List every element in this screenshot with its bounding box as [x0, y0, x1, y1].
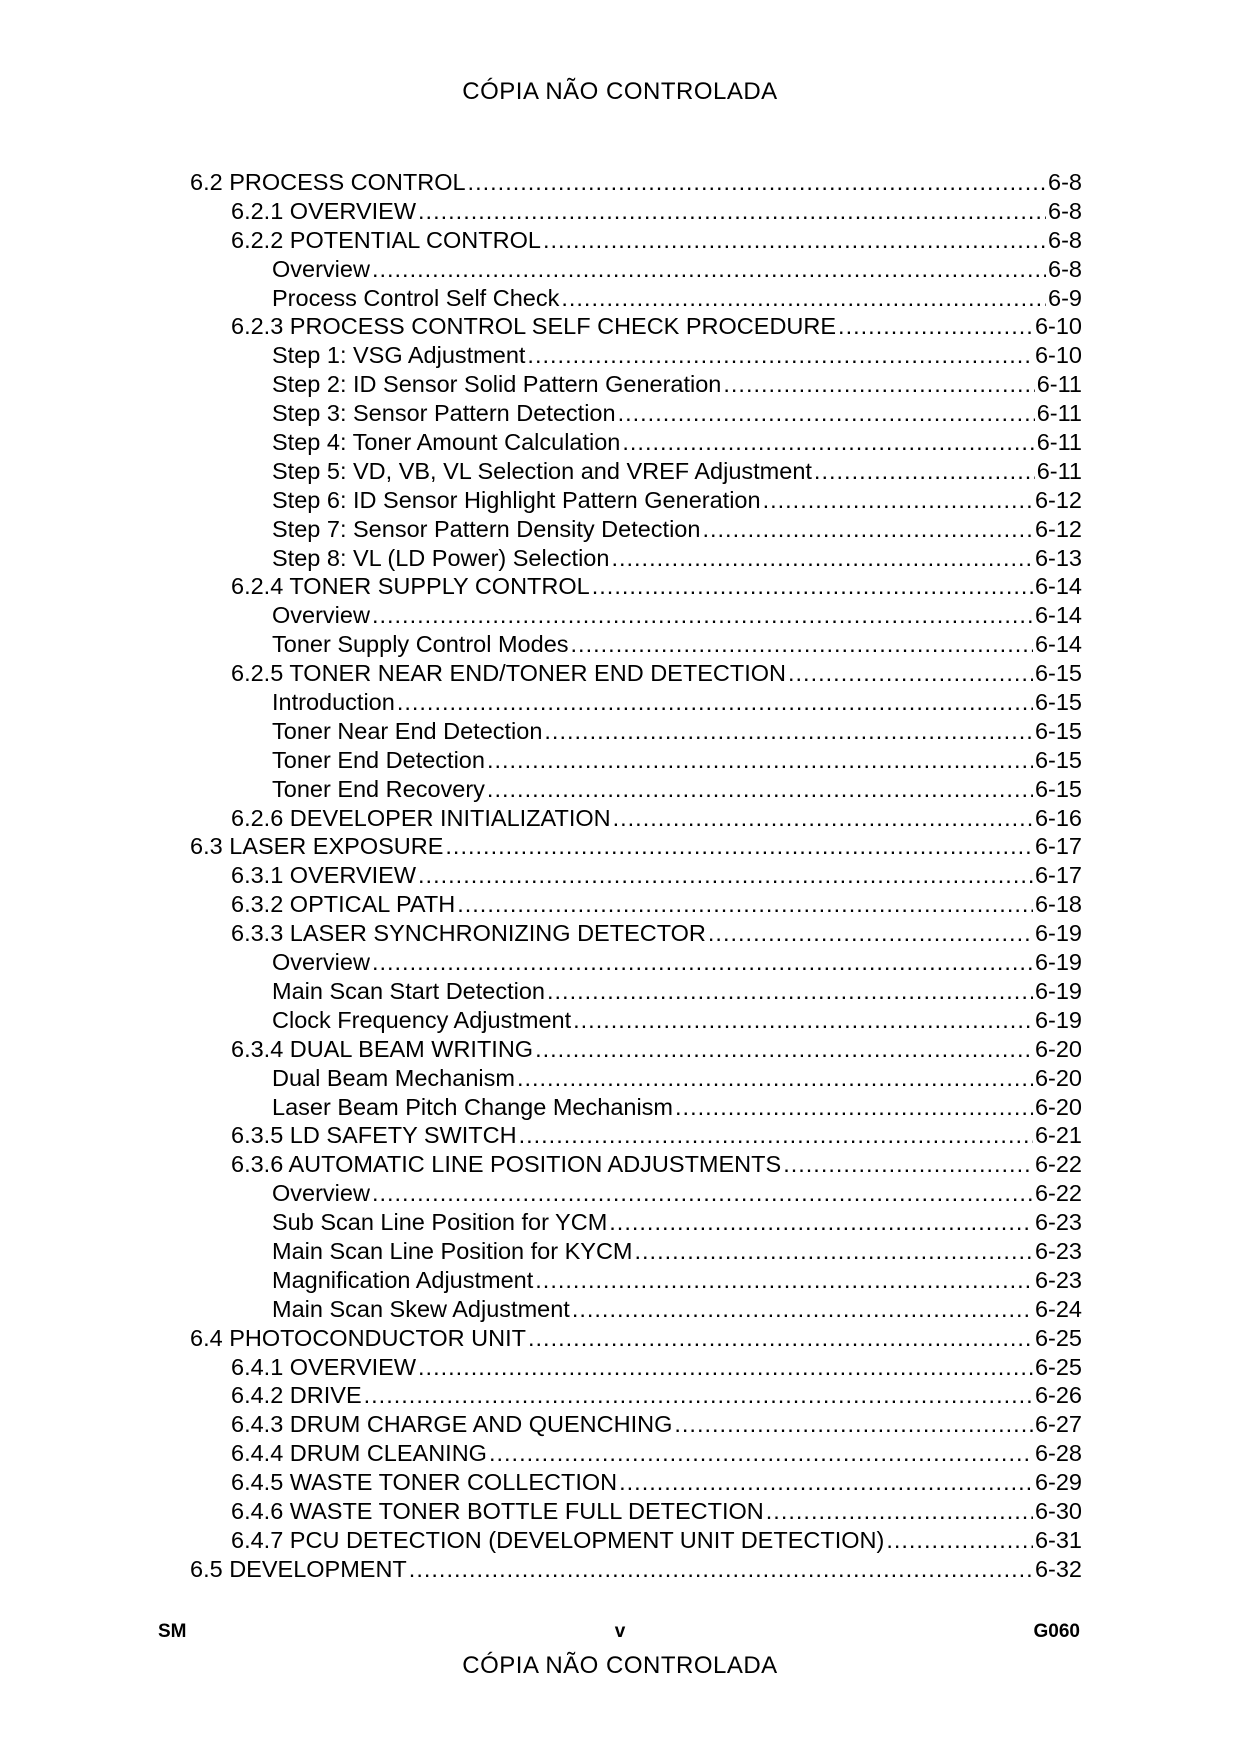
toc-dot-leader	[592, 572, 1033, 601]
toc-entry-page: 6-8	[1048, 197, 1082, 224]
toc-dot-leader	[609, 1208, 1033, 1237]
toc-entry	[190, 1150, 1082, 1179]
toc-entry-label: 6.2.4 TONER SUPPLY CONTROL	[231, 573, 590, 600]
toc-entry	[190, 919, 1082, 948]
toc-entry-page: 6-26	[1034, 1382, 1082, 1409]
toc-dot-leader	[766, 1497, 1033, 1526]
toc-entry-label: 6.2.5 TONER NEAR END/TONER END DETECTION	[231, 660, 786, 687]
toc-entry	[190, 1468, 1082, 1497]
toc-entry-label: 6.4.6 WASTE TONER BOTTLE FULL DETECTION	[231, 1497, 764, 1524]
toc-entry	[190, 1064, 1082, 1093]
toc-dot-leader	[618, 399, 1035, 428]
toc-dot-leader	[635, 1237, 1033, 1266]
toc-entry	[190, 1526, 1082, 1555]
toc-dot-leader	[489, 1439, 1033, 1468]
toc-entry	[190, 457, 1082, 486]
toc-entry	[190, 804, 1082, 833]
toc-dot-leader	[573, 1006, 1033, 1035]
toc-entry-page: 6-14	[1034, 602, 1082, 629]
toc-entry-page: 6-11	[1036, 457, 1082, 484]
toc-entry-page: 6-11	[1036, 429, 1082, 456]
toc-entry	[190, 601, 1082, 630]
toc-entry-page: 6-8	[1048, 226, 1082, 253]
toc-entry	[190, 1555, 1082, 1584]
toc-dot-leader	[364, 1381, 1033, 1410]
toc-entry-label: Overview	[272, 949, 370, 976]
toc-entry-label: Main Scan Start Detection	[272, 977, 545, 1004]
toc-dot-leader	[838, 312, 1033, 341]
watermark-top: CÓPIA NÃO CONTROLADA	[462, 78, 778, 105]
toc-entry-page: 6-23	[1034, 1209, 1082, 1236]
toc-entry	[190, 890, 1082, 919]
table-of-contents	[190, 168, 1082, 1584]
toc-dot-leader	[418, 197, 1046, 226]
toc-entry	[190, 399, 1082, 428]
toc-entry	[190, 486, 1082, 515]
toc-entry-label: Process Control Self Check	[272, 284, 560, 311]
toc-entry-label: 6.4.1 OVERVIEW	[231, 1353, 417, 1380]
toc-entry-label: 6.3.3 LASER SYNCHRONIZING DETECTOR	[231, 920, 706, 947]
toc-dot-leader	[418, 1353, 1033, 1382]
toc-entry	[190, 1093, 1082, 1122]
footer-model-code: G060	[1033, 1621, 1080, 1642]
toc-entry-label: 6.2.3 PROCESS CONTROL SELF CHECK PROCEDURE	[231, 313, 837, 340]
toc-entry-page: 6-16	[1034, 804, 1082, 831]
toc-entry	[190, 1179, 1082, 1208]
toc-entry-label: Step 4: Toner Amount Calculation	[272, 429, 621, 456]
toc-entry	[190, 688, 1082, 717]
toc-entry-label: 6.3.6 AUTOMATIC LINE POSITION ADJUSTMENTS	[231, 1151, 782, 1178]
toc-entry-label: Step 6: ID Sensor Highlight Pattern Generation	[272, 486, 761, 513]
toc-dot-leader	[418, 861, 1033, 890]
toc-entry	[190, 428, 1082, 457]
toc-dot-leader	[547, 977, 1033, 1006]
toc-entry-page: 6-25	[1034, 1353, 1082, 1380]
toc-entry-page: 6-19	[1034, 1006, 1082, 1033]
toc-entry	[190, 1439, 1082, 1468]
toc-entry	[190, 255, 1082, 284]
toc-entry-page: 6-9	[1048, 284, 1082, 311]
toc-entry	[190, 659, 1082, 688]
toc-dot-leader	[561, 284, 1046, 313]
toc-entry-label: 6.4 PHOTOCONDUCTOR UNIT	[190, 1324, 526, 1351]
footer-manual-code: SM	[158, 1621, 187, 1642]
toc-dot-leader	[409, 1555, 1033, 1584]
toc-entry	[190, 775, 1082, 804]
toc-entry-label: 6.3 LASER EXPOSURE	[190, 833, 444, 860]
toc-entry-page: 6-19	[1034, 977, 1082, 1004]
toc-entry-page: 6-27	[1034, 1411, 1082, 1438]
toc-entry-label: Overview	[272, 255, 370, 282]
toc-dot-leader	[487, 746, 1033, 775]
toc-entry-label: 6.2.6 DEVELOPER INITIALIZATION	[231, 804, 611, 831]
toc-entry	[190, 717, 1082, 746]
toc-dot-leader	[519, 1121, 1033, 1150]
toc-entry-page: 6-17	[1034, 862, 1082, 889]
toc-entry-label: Main Scan Line Position for KYCM	[272, 1237, 633, 1264]
toc-entry-page: 6-15	[1034, 660, 1082, 687]
toc-dot-leader	[572, 1295, 1033, 1324]
toc-entry-page: 6-23	[1034, 1266, 1082, 1293]
toc-entry	[190, 284, 1082, 313]
toc-dot-leader	[517, 1064, 1033, 1093]
toc-entry-page: 6-14	[1034, 573, 1082, 600]
toc-entry	[190, 341, 1082, 370]
toc-dot-leader	[611, 544, 1033, 573]
toc-entry-page: 6-21	[1034, 1122, 1082, 1149]
toc-entry	[190, 226, 1082, 255]
toc-entry-page: 6-28	[1034, 1440, 1082, 1467]
toc-dot-leader	[543, 226, 1046, 255]
toc-entry-page: 6-12	[1034, 486, 1082, 513]
toc-entry-label: 6.2.2 POTENTIAL CONTROL	[231, 226, 541, 253]
toc-entry-page: 6-13	[1034, 544, 1082, 571]
toc-entry-label: Overview	[272, 1180, 370, 1207]
toc-entry-label: Dual Beam Mechanism	[272, 1064, 515, 1091]
toc-dot-leader	[544, 717, 1033, 746]
toc-entry	[190, 312, 1082, 341]
toc-entry	[190, 168, 1082, 197]
toc-entry-page: 6-15	[1034, 689, 1082, 716]
toc-entry-label: Toner End Detection	[272, 746, 485, 773]
toc-entry-label: Main Scan Skew Adjustment	[272, 1295, 570, 1322]
toc-dot-leader	[468, 168, 1046, 197]
toc-entry-page: 6-24	[1034, 1295, 1082, 1322]
toc-entry-page: 6-31	[1034, 1526, 1082, 1553]
toc-entry-page: 6-15	[1034, 746, 1082, 773]
toc-entry-page: 6-8	[1048, 255, 1082, 282]
toc-entry-page: 6-17	[1034, 833, 1082, 860]
toc-entry-page: 6-10	[1034, 342, 1082, 369]
toc-entry-label: 6.5 DEVELOPMENT	[190, 1555, 407, 1582]
toc-entry-label: Step 3: Sensor Pattern Detection	[272, 400, 616, 427]
toc-entry-page: 6-22	[1034, 1151, 1082, 1178]
toc-entry-label: 6.2.1 OVERVIEW	[231, 197, 417, 224]
toc-dot-leader	[622, 428, 1034, 457]
toc-dot-leader	[619, 1468, 1033, 1497]
toc-entry-label: 6.3.2 OPTICAL PATH	[231, 891, 456, 918]
toc-entry-page: 6-20	[1034, 1035, 1082, 1062]
toc-entry-page: 6-11	[1036, 371, 1082, 398]
toc-dot-leader	[445, 832, 1033, 861]
toc-entry-page: 6-30	[1034, 1497, 1082, 1524]
toc-dot-leader	[457, 890, 1033, 919]
toc-dot-leader	[708, 919, 1033, 948]
toc-dot-leader	[783, 1150, 1033, 1179]
toc-dot-leader	[487, 775, 1033, 804]
toc-dot-leader	[372, 255, 1046, 284]
toc-dot-leader	[702, 515, 1033, 544]
toc-entry-label: 6.4.4 DRUM CLEANING	[231, 1440, 487, 1467]
toc-entry-page: 6-11	[1036, 400, 1082, 427]
toc-entry-page: 6-32	[1034, 1555, 1082, 1582]
toc-dot-leader	[397, 688, 1033, 717]
toc-entry-page: 6-23	[1034, 1237, 1082, 1264]
toc-entry-label: Step 8: VL (LD Power) Selection	[272, 544, 610, 571]
toc-entry	[190, 1121, 1082, 1150]
toc-entry-page: 6-29	[1034, 1469, 1082, 1496]
toc-entry-page: 6-20	[1034, 1093, 1082, 1120]
toc-entry-page: 6-22	[1034, 1180, 1082, 1207]
toc-entry	[190, 1497, 1082, 1526]
toc-dot-leader	[723, 370, 1034, 399]
toc-entry	[190, 197, 1082, 226]
toc-dot-leader	[535, 1266, 1033, 1295]
toc-entry	[190, 544, 1082, 573]
toc-entry	[190, 1237, 1082, 1266]
toc-dot-leader	[886, 1526, 1033, 1555]
toc-entry-label: Overview	[272, 602, 370, 629]
toc-entry	[190, 1266, 1082, 1295]
toc-entry-page: 6-19	[1034, 920, 1082, 947]
toc-entry	[190, 1353, 1082, 1382]
toc-dot-leader	[372, 1179, 1033, 1208]
toc-entry-label: 6.4.3 DRUM CHARGE AND QUENCHING	[231, 1411, 673, 1438]
toc-entry-label: Step 7: Sensor Pattern Density Detection	[272, 515, 701, 542]
toc-dot-leader	[674, 1410, 1033, 1439]
toc-entry-label: Toner Near End Detection	[272, 717, 543, 744]
toc-dot-leader	[814, 457, 1035, 486]
toc-entry-page: 6-19	[1034, 949, 1082, 976]
toc-entry	[190, 370, 1082, 399]
toc-dot-leader	[372, 948, 1033, 977]
toc-entry-page: 6-25	[1034, 1324, 1082, 1351]
toc-entry-label: Step 5: VD, VB, VL Selection and VREF Adjustment	[272, 457, 812, 484]
toc-dot-leader	[372, 601, 1033, 630]
toc-dot-leader	[788, 659, 1033, 688]
toc-entry-page: 6-18	[1034, 891, 1082, 918]
toc-entry	[190, 832, 1082, 861]
toc-entry	[190, 1381, 1082, 1410]
toc-entry	[190, 746, 1082, 775]
toc-entry	[190, 1006, 1082, 1035]
toc-entry	[190, 572, 1082, 601]
toc-entry-page: 6-12	[1034, 515, 1082, 542]
toc-entry-page: 6-20	[1034, 1064, 1082, 1091]
toc-entry-page: 6-15	[1034, 717, 1082, 744]
toc-entry-label: Clock Frequency Adjustment	[272, 1006, 572, 1033]
toc-dot-leader	[613, 804, 1033, 833]
toc-entry-label: Step 2: ID Sensor Solid Pattern Generation	[272, 371, 722, 398]
toc-entry-label: 6.3.1 OVERVIEW	[231, 862, 417, 889]
toc-entry-label: 6.4.2 DRIVE	[231, 1382, 362, 1409]
toc-dot-leader	[675, 1093, 1033, 1122]
toc-entry-label: Toner End Recovery	[272, 775, 485, 802]
toc-dot-leader	[571, 630, 1033, 659]
toc-entry-label: Step 1: VSG Adjustment	[272, 342, 526, 369]
toc-entry	[190, 977, 1082, 1006]
toc-entry	[190, 1208, 1082, 1237]
toc-entry-page: 6-14	[1034, 631, 1082, 658]
toc-entry-label: 6.4.7 PCU DETECTION (DEVELOPMENT UNIT DETECTION)	[231, 1526, 885, 1553]
toc-entry-label: Magnification Adjustment	[272, 1266, 534, 1293]
toc-entry-label: Toner Supply Control Modes	[272, 631, 569, 658]
toc-entry-page: 6-8	[1048, 169, 1082, 195]
toc-entry-page: 6-10	[1034, 313, 1082, 340]
toc-entry	[190, 948, 1082, 977]
toc-entry-label: 6.3.4 DUAL BEAM WRITING	[231, 1035, 534, 1062]
toc-entry	[190, 1035, 1082, 1064]
toc-entry	[190, 861, 1082, 890]
toc-entry-page: 6-15	[1034, 775, 1082, 802]
toc-entry	[190, 1295, 1082, 1324]
toc-entry	[190, 515, 1082, 544]
watermark-bottom: CÓPIA NÃO CONTROLADA	[462, 1652, 778, 1679]
toc-dot-leader	[763, 486, 1033, 515]
toc-dot-leader	[527, 341, 1033, 370]
toc-entry-label: 6.3.5 LD SAFETY SWITCH	[231, 1122, 517, 1149]
toc-entry-label: Sub Scan Line Position for YCM	[272, 1209, 608, 1236]
toc-entry-label: Introduction	[272, 689, 395, 716]
toc-dot-leader	[528, 1324, 1033, 1353]
toc-entry	[190, 1324, 1082, 1353]
toc-entry	[190, 1410, 1082, 1439]
toc-dot-leader	[535, 1035, 1033, 1064]
footer-page-number: v	[614, 1621, 626, 1642]
toc-entry-label: Laser Beam Pitch Change Mechanism	[272, 1093, 674, 1120]
toc-entry-label: 6.2 PROCESS CONTROL	[190, 169, 466, 195]
toc-entry	[190, 630, 1082, 659]
toc-entry-label: 6.4.5 WASTE TONER COLLECTION	[231, 1469, 618, 1496]
